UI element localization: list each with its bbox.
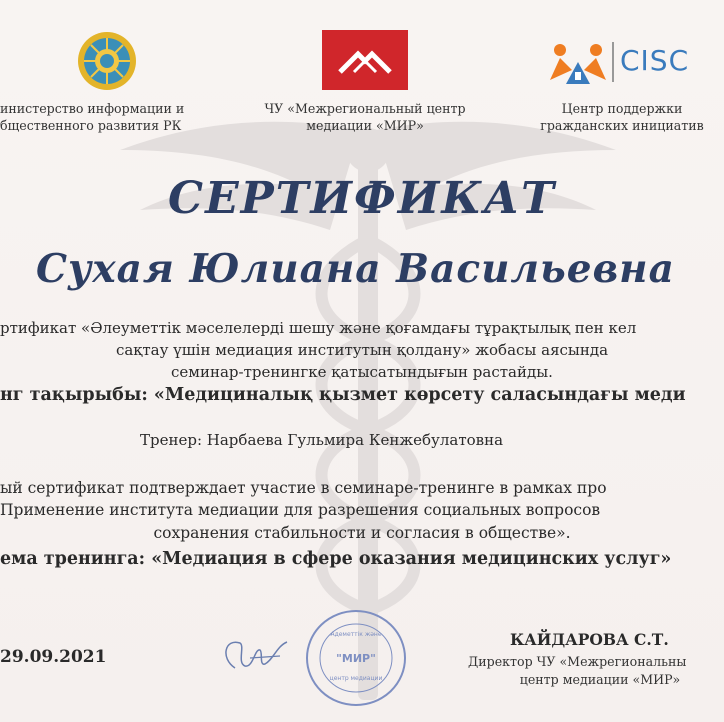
trainer: Тренер: Нарбаева Гульмира Кенжебулатовна: [140, 431, 504, 449]
russian-line1: ый сертификат подтверждает участие в семинаре-тренинге в рамках про: [0, 479, 607, 497]
signatory-line2: центр медиации «МИР»: [519, 672, 681, 687]
stamp-center-text: "МИР": [336, 652, 376, 665]
stamp-bottom-text: центр медиации: [329, 675, 383, 682]
kazakhstan-emblem-icon: [76, 30, 138, 92]
certificate-title: СЕРТИФИКАТ: [168, 173, 556, 224]
kazakh-line3: семинар-тренингке қатысатындығын растайды.: [171, 363, 553, 381]
org-left: [0, 100, 184, 134]
issue-date: 29.09.2021: [0, 647, 107, 667]
recipient-name: Сухая Юлиана Васильевна: [36, 246, 675, 292]
org-center-line1: ЧУ «Межрегиональный центр: [264, 101, 466, 116]
kazakh-line1: ртификат «Әлеуметтік мәселелерді шешу және қоғамдағы тұрақтылық пен кел: [0, 319, 637, 337]
org-right-line2: гражданских инициатив: [540, 118, 704, 133]
stamp-top-text: Адеметтік және: [330, 631, 382, 638]
mir-logo-icon: [322, 30, 408, 90]
org-right: [520, 100, 724, 134]
russian-line3: сохранения стабильности и согласия в обществе».: [153, 524, 571, 542]
russian-topic: ема тренинга: «Медиация в сфере оказания медицинских услуг»: [0, 549, 672, 569]
kazakh-line2: сақтау үшін медиация институтын қолдану» жобасы аясында: [115, 341, 609, 359]
org-center: [250, 100, 480, 134]
cisc-divider: [612, 42, 614, 82]
official-stamp: [304, 608, 408, 708]
russian-line2: Применение института медиации для разрешения социальных вопросов: [0, 501, 601, 519]
org-left-line1: инистерство информации и: [0, 101, 185, 116]
handwritten-signature: [215, 628, 295, 678]
org-left-line2: бщественного развития РК: [0, 118, 182, 133]
signatory-name: КАЙДАРОВА С.Т.: [510, 630, 669, 649]
cisc-logo-text: CISC: [620, 44, 690, 77]
org-center-line2: медиации «МИР»: [306, 118, 424, 133]
org-right-line1: Центр поддержки: [561, 101, 683, 116]
cisc-people-icon: [546, 40, 610, 88]
signatory-line1: Директор ЧУ «Межрегиональны: [468, 654, 687, 669]
kazakh-topic: нг тақырыбы: «Медициналық қызмет көрсету саласындағы меди: [0, 385, 686, 405]
